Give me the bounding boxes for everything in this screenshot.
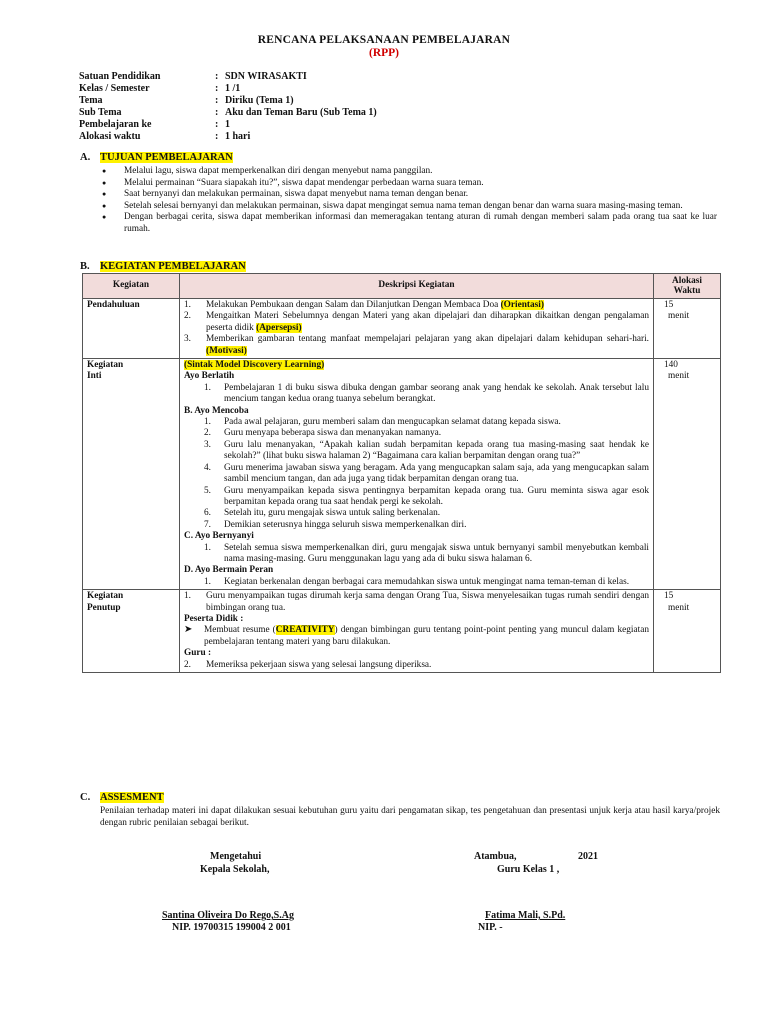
sig-left-line1: Mengetahui <box>210 851 262 862</box>
inti-label: Kegiatan Inti <box>83 359 180 590</box>
inti-desc <box>180 359 654 590</box>
list-item: 3. Guru lalu menanyakan, “Apakah kalian sudah berpamitan kepada orang tua masing-masing saat hendak ke sekolah?” (lihat buku siswa halaman 2) “Bagaimana cara kalian berpamitan dengan orang tua?” <box>204 439 649 462</box>
section-a-heading: A. TUJUAN PEMBELAJARAN <box>80 152 233 163</box>
objective-item: ● Dengan berbagai cerita, siswa dapat memberikan informasi dan memeragakan tentang aturan di rumah dengan memberi salam pada orang tua saat ke luar rumah. <box>100 212 717 235</box>
tag-apersepsi: (Apersepsi) <box>256 322 302 333</box>
ayo-berlatih-title: Ayo Berlatih <box>184 371 235 382</box>
identity-value: 1 /1 <box>225 83 241 94</box>
identity-row: Tema : Diriku (Tema 1) <box>79 95 294 106</box>
penutup-desc <box>180 590 654 673</box>
header-alokasi: Alokasi Waktu <box>654 274 721 299</box>
sig-right-place: Atambua, <box>474 851 517 862</box>
objective-item: ● Melalui permainan “Suara siapakah itu?”, siswa dapat mendengar perbedaan warna suara teman. <box>100 178 717 190</box>
objectives-list <box>100 166 717 236</box>
objective-item: ● Saat bernyanyi dan melakukan permainan, siswa dapat menyebut nama teman dengan benar. <box>100 189 717 201</box>
arrow-bullet-icon: ➤ <box>184 624 193 636</box>
list-item: 1. Kegiatan berkenalan dengan berbagai cara memudahkan siswa untuk mengingat nama teman-teman di kelas. <box>204 576 630 587</box>
list-item: 1. Melakukan Pembukaan dengan Salam dan Dilanjutkan Dengan Membaca Doa (Orientasi) <box>184 300 544 310</box>
identity-key: Pembelajaran ke <box>79 119 152 130</box>
document-title: RENCANA PELAKSANAAN PEMBELAJARAN <box>257 34 511 46</box>
identity-key: Satuan Pendidikan <box>79 71 161 82</box>
assessment-text: Penilaian terhadap materi ini dapat dilakukan sesuai kebutuhan guru yaitu dari pengamatan sikap, tes pengetahuan dan presentasi unjuk kerja atau hasil karya/projek dengan rubric penilaian sebagai berikut. <box>100 806 720 828</box>
header-kegiatan: Kegiatan <box>83 274 180 299</box>
ayo-bernyanyi-title: C. Ayo Bernyanyi <box>184 531 254 542</box>
list-item: 7. Demikian seterusnya hingga seluruh siswa memperkenalkan diri. <box>204 519 467 530</box>
identity-row: Satuan Pendidikan : SDN WIRASAKTI <box>79 71 307 82</box>
identity-value: 1 <box>225 119 230 130</box>
creativity-item: ➤ Membuat resume (CREATIVITY) dengan bimbingan guru tentang point-point penting yang muncul dalam kegiatan pembelajaran tentang materi yang baru dilakukan. <box>184 624 649 647</box>
identity-key: Alokasi waktu <box>79 131 141 142</box>
section-c-heading: C. ASSESMENT <box>80 792 164 803</box>
section-c-title: ASSESMENT <box>100 792 164 803</box>
pendahuluan-desc <box>180 299 654 359</box>
tag-orientasi: (Orientasi) <box>500 300 544 310</box>
identity-key: Kelas / Semester <box>79 83 150 94</box>
header-deskripsi: Deskripsi Kegiatan <box>180 274 654 299</box>
list-item: 1. Pada awal pelajaran, guru memberi salam dan mengucapkan selamat datang kepada siswa. <box>204 417 561 428</box>
table-row-inti <box>83 359 721 590</box>
ayo-bermain-title: D. Ayo Bermain Peran <box>184 565 274 576</box>
identity-row: Sub Tema : Aku dan Teman Baru (Sub Tema 1) <box>79 107 377 118</box>
objective-item: ● Setelah selesai bernyanyi dan melakukan permainan, siswa dapat mengingat semua nama teman dengan benar dan warna suara masing-masing teman. <box>100 201 717 213</box>
list-item: 6. Setelah itu, guru mengajak siswa untuk saling berkenalan. <box>204 508 441 519</box>
activities-table <box>82 273 721 673</box>
list-item: 5. Guru menyampaikan kepada siswa pentingnya berpamitan kepada orang tua. Guru meminta siswa agar esok berpamitan kepada orang tua saat hendak pergi ke sekolah. <box>204 485 649 507</box>
list-item: 2. Mengaitkan Materi Sebelumnya dengan Materi yang akan dipelajari dan diharapkan dikaitkan dengan pengalaman peserta didik (Apersepsi) <box>184 311 649 333</box>
pendahuluan-time: 15 menit <box>654 299 721 359</box>
identity-block <box>79 71 377 143</box>
table-row-penutup <box>83 590 721 673</box>
document-subtitle: (RPP) <box>368 47 399 59</box>
section-b-heading: B. KEGIATAN PEMBELAJARAN <box>80 261 246 272</box>
list-item: 2. Memeriksa pekerjaan siswa yang selesai langsung diperiksa. <box>184 659 432 670</box>
section-b-title: KEGIATAN PEMBELAJARAN <box>100 261 246 272</box>
identity-row: Pembelajaran ke : 1 <box>79 119 230 130</box>
identity-value: Aku dan Teman Baru (Sub Tema 1) <box>225 107 377 118</box>
identity-row: Alokasi waktu : 1 hari <box>79 131 251 142</box>
model-tag: (Sintak Model Discovery Learning) <box>184 360 325 371</box>
list-item: 1. Guru menyampaikan tugas dirumah kerja sama dengan Orang Tua, Siswa menyelesaikan tugas rumah sendiri dengan bimbingan orang tua. <box>184 591 649 613</box>
sig-left-line2: Kepala Sekolah, <box>200 864 270 875</box>
tag-creativity: CREATIVITY <box>275 625 335 636</box>
table-row-pendahuluan <box>83 299 721 359</box>
sig-right-nip: NIP. - <box>478 922 503 933</box>
sig-left-nip: NIP. 19700315 199004 2 001 <box>172 922 291 933</box>
tag-motivasi: (Motivasi) <box>206 345 247 356</box>
peserta-didik-title: Peserta Didik : <box>184 613 244 624</box>
section-a-title: TUJUAN PEMBELAJARAN <box>100 152 233 163</box>
inti-time: 140 menit <box>654 359 721 590</box>
identity-key: Sub Tema <box>79 107 122 118</box>
identity-value: 1 hari <box>225 131 251 142</box>
list-item: 4. Guru menerima jawaban siswa yang beragam. Ada yang mengucapkan salam saja, ada yang mengucapkan salam sambil mencium tangan, dan ada juga yang tidak berpamitan dengan orang tua. <box>204 462 649 485</box>
identity-row: Kelas / Semester : 1 /1 <box>79 83 241 94</box>
guru-title: Guru : <box>184 648 212 659</box>
list-item: 1. Pembelajaran 1 di buku siswa dibuka dengan gambar seorang anak yang hendak ke sekolah. Anak tersebut lalu mencium tangan kedua orang tuanya sebelum berangkat. <box>204 382 649 405</box>
objective-item: ● Melalui lagu, siswa dapat memperkenalkan diri dengan menyebut nama panggilan. <box>100 166 717 178</box>
sig-left-name: Santina Oliveira Do Rego,S.Ag <box>162 910 294 921</box>
identity-key: Tema <box>79 95 103 106</box>
identity-value: SDN WIRASAKTI <box>225 71 307 82</box>
identity-value: Diriku (Tema 1) <box>225 95 294 106</box>
list-item: 1. Setelah semua siswa memperkenalkan diri, guru mengajak siswa untuk bernyanyi sambil menyebutkan kembali nama masing-masing. Guru menggunakan lagu yang ada di buku siswa halaman 6. <box>204 542 649 564</box>
sig-right-line2: Guru Kelas 1 , <box>497 864 560 875</box>
penutup-time: 15 menit <box>654 590 721 673</box>
sig-right-year: 2021 <box>578 851 598 862</box>
table-header-row <box>83 274 721 299</box>
pendahuluan-label: Pendahuluan <box>83 299 180 359</box>
penutup-label: Kegiatan Penutup <box>83 590 180 673</box>
ayo-mencoba-title: B. Ayo Mencoba <box>184 405 249 416</box>
sig-right-name: Fatima Mali, S.Pd. <box>485 910 566 921</box>
list-item: 2. Guru menyapa beberapa siswa dan menanyakan namanya. <box>204 428 442 439</box>
list-item: 3. Memberikan gambaran tentang manfaat mempelajari pelajaran yang akan dipelajari dalam kehidupan sehari-hari. (Motivasi) <box>184 334 649 356</box>
